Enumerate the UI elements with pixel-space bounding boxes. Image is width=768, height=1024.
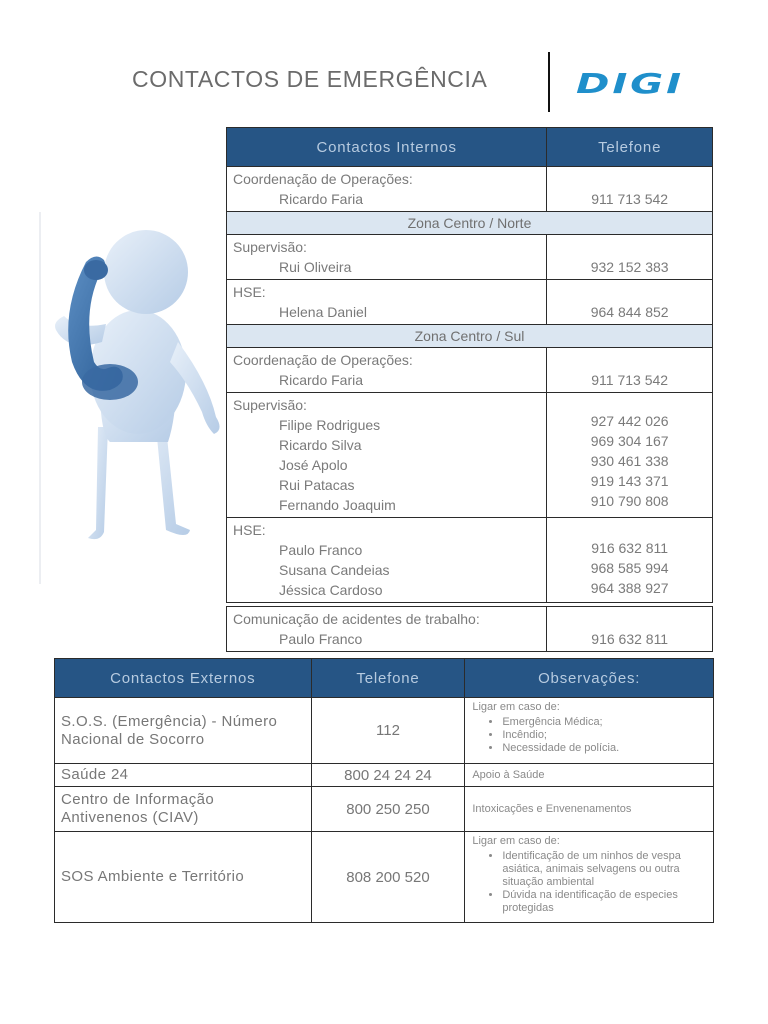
phone-number: 112 (311, 698, 465, 764)
accident-reporting-cell (227, 607, 547, 652)
observations-cell: Apoio à Saúde (465, 764, 714, 787)
observation-intro: Ligar em caso de: (472, 835, 560, 847)
observation-list (472, 850, 706, 915)
col-header-internal-contacts: Contactos Internos (227, 128, 547, 167)
role-label: HSE: (233, 284, 266, 300)
phone-number: 932 152 383 (547, 235, 713, 280)
contact-name: Filipe Rodrigues (279, 417, 381, 433)
contact-name: Ricardo Faria (279, 191, 364, 207)
phone-number: 910 790 808 (590, 493, 669, 509)
phone-number: 808 200 520 (311, 832, 465, 923)
observation-list (472, 716, 706, 755)
phone-number: 916 632 811 (591, 540, 669, 556)
digi-logo (576, 66, 686, 100)
coordination-south-cell (227, 348, 547, 393)
phone-number: 969 304 167 (590, 433, 669, 449)
zone-header-south: Zona Centro / Sul (227, 325, 713, 348)
col-header-phone: Telefone (547, 128, 713, 167)
contact-name: José Apolo (279, 457, 348, 473)
phone-number: 919 143 371 (590, 473, 669, 489)
observation-item: • Incêndio; (502, 729, 706, 742)
contact-name: Ricardo Faria (279, 372, 364, 388)
person-on-phone-illustration (38, 212, 228, 584)
contact-name: Fernando Joaquim (279, 497, 396, 513)
role-label: Comunicação de acidentes de trabalho: (233, 611, 480, 627)
col-header-external-contacts: Contactos Externos (55, 659, 312, 698)
external-contact-name: SOS Ambiente e Território (55, 832, 312, 923)
phone-number: 930 461 338 (590, 453, 669, 469)
role-label: Coordenação de Operações: (233, 352, 413, 368)
phone-number: 911 713 542 (547, 167, 713, 212)
internal-contacts-table (226, 127, 713, 603)
role-label: Coordenação de Operações: (233, 171, 413, 187)
observation-intro: Ligar em caso de: (472, 701, 560, 713)
contact-name: Rui Oliveira (279, 259, 352, 275)
external-contact-name: Saúde 24 (55, 764, 312, 787)
phone-number-list (547, 518, 713, 603)
observations-cell (465, 832, 714, 923)
phone-number: 964 844 852 (547, 280, 713, 325)
digi-logo-text: DIGI (576, 67, 684, 100)
external-contact-name: Centro de Informação Antivenenos (CIAV) (55, 787, 312, 832)
role-label: HSE: (233, 522, 266, 538)
phone-number: 800 250 250 (311, 787, 465, 832)
contact-name: Susana Candeias (279, 562, 390, 578)
supervision-south-cell (227, 393, 547, 518)
external-contacts-table (54, 658, 714, 923)
phone-number-list (547, 393, 713, 518)
phone-number: 964 388 927 (590, 580, 669, 596)
supervision-north-cell (227, 235, 547, 280)
role-label: Supervisão: (233, 239, 307, 255)
observation-item: • Emergência Médica; (502, 716, 706, 729)
phone-number: 968 585 994 (590, 560, 669, 576)
hse-north-cell (227, 280, 547, 325)
external-contact-name: S.O.S. (Emergência) - Número Nacional de Socorro (55, 698, 312, 764)
phone-number: 800 24 24 24 (311, 764, 465, 787)
phone-number: 911 713 542 (547, 348, 713, 393)
contact-name: Paulo Franco (279, 542, 363, 558)
col-header-phone: Telefone (311, 659, 465, 698)
phone-number: 927 442 026 (590, 413, 669, 429)
observation-item: • Dúvida na identificação de especies protegidas (502, 889, 706, 915)
contact-name: Helena Daniel (279, 304, 367, 320)
observation-item: • Identificação de um ninhos de vespa asiática, animais selvagens ou outra situação ambiental (502, 850, 706, 889)
contact-name: Jéssica Cardoso (279, 582, 383, 598)
accident-reporting-table (226, 606, 713, 652)
col-header-observations: Observações: (465, 659, 714, 698)
contact-name: Rui Patacas (279, 477, 355, 493)
observation-item: • Necessidade de polícia. (502, 742, 706, 755)
zone-header-north: Zona Centro / Norte (227, 212, 713, 235)
observations-cell: Intoxicações e Envenenamentos (465, 787, 714, 832)
hse-south-cell (227, 518, 547, 603)
role-label: Supervisão: (233, 397, 307, 413)
phone-number: 916 632 811 (547, 607, 713, 652)
page-title: CONTACTOS DE EMERGÊNCIA (132, 66, 488, 92)
coordination-north-cell (227, 167, 547, 212)
contact-name: Paulo Franco (279, 631, 363, 647)
observations-cell (465, 698, 714, 764)
title-divider (548, 52, 550, 112)
contact-name: Ricardo Silva (279, 437, 362, 453)
